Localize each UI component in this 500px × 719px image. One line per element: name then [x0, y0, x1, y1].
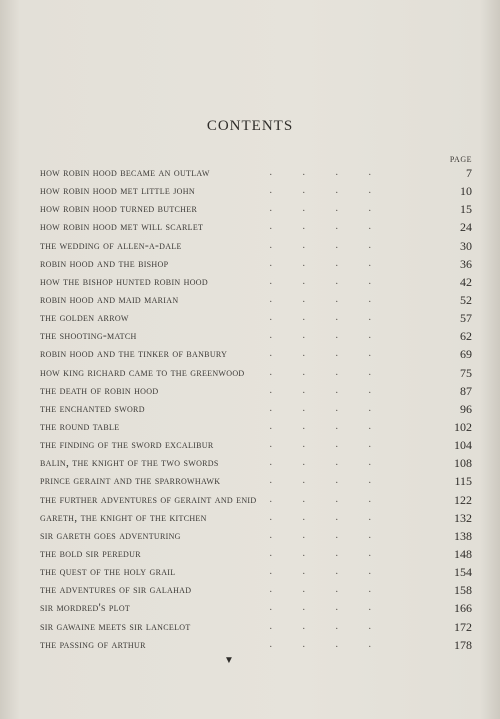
- dot-leader: . . . .: [269, 293, 385, 305]
- dot-leader: . . . .: [269, 439, 385, 451]
- toc-entry: [40, 343, 472, 361]
- dot-leader: . . . .: [269, 185, 385, 197]
- dot-leader: . . . .: [269, 547, 385, 559]
- toc-entry-title: robin hood and maid marian: [40, 293, 179, 306]
- dot-leader: . . . .: [269, 566, 385, 578]
- dot-leader: . . . .: [269, 402, 385, 414]
- toc-entry-title: the finding of the sword excalibur: [40, 439, 214, 452]
- dot-leader: . . . .: [269, 529, 385, 541]
- dot-leader: . . . .: [269, 493, 385, 505]
- dot-leader: . . . .: [269, 167, 385, 178]
- dot-leader: . . . .: [269, 312, 385, 324]
- toc-entry-title: the wedding of allen-a-dale: [40, 239, 182, 252]
- toc-entry-title: the death of robin hood: [40, 384, 159, 397]
- dot-leader: . . . .: [269, 475, 385, 487]
- toc-entry: [40, 416, 472, 434]
- toc-entry-title: how the bishop hunted robin hood: [40, 275, 208, 288]
- toc-entry-title: the bold sir peredur: [40, 547, 141, 560]
- toc-entry-page: 52: [460, 292, 472, 307]
- dot-leader: . . . .: [269, 602, 385, 614]
- signature-mark-icon: ▼: [224, 655, 234, 666]
- toc-entry-title: how robin hood met will scarlet: [40, 221, 204, 234]
- toc-entry: [40, 325, 472, 343]
- toc-entry: [40, 216, 472, 234]
- toc-entry: [40, 253, 472, 271]
- toc-entry: [40, 452, 472, 470]
- toc-entry: [40, 543, 472, 561]
- toc-entry: [40, 162, 472, 180]
- toc-entry-title: sir mordred's plot: [40, 602, 131, 615]
- toc-entry-title: robin hood and the tinker of banbury: [40, 348, 228, 361]
- toc-entry-title: the round table: [40, 420, 120, 433]
- toc-entry-page: 57: [460, 311, 472, 326]
- toc-entry: [40, 579, 472, 597]
- toc-entry: [40, 380, 472, 398]
- toc-entry: [40, 289, 472, 307]
- toc-entry-title: sir gareth goes adventuring: [40, 529, 181, 542]
- toc-entry: [40, 307, 472, 325]
- toc-entry-page: 166: [454, 601, 472, 616]
- toc-entry-page: 62: [460, 329, 472, 344]
- dot-leader: . . . .: [269, 584, 385, 596]
- toc-entry: [40, 362, 472, 380]
- toc-entry-page: 30: [460, 238, 472, 253]
- toc-entry: [40, 616, 472, 634]
- toc-entry: [40, 180, 472, 198]
- toc-entry-title: the golden arrow: [40, 312, 129, 325]
- toc-entry: [40, 561, 472, 579]
- dot-leader: . . . .: [269, 457, 385, 469]
- toc-entry: [40, 398, 472, 416]
- toc-entry-page: 104: [454, 438, 472, 453]
- toc-entry-title: balin, the knight of the two swords: [40, 457, 219, 470]
- toc-entry-title: how robin hood turned butcher: [40, 203, 198, 216]
- dot-leader: . . . .: [269, 620, 385, 632]
- toc-entry: [40, 434, 472, 452]
- contents-heading: CONTENTS: [206, 118, 294, 134]
- page-column-label: PAGE: [449, 155, 472, 164]
- toc-entry-page: 132: [454, 510, 472, 525]
- dot-leader: . . . .: [269, 638, 385, 650]
- toc-entry: [40, 470, 472, 488]
- toc-entry-page: 10: [460, 184, 472, 199]
- toc-entry-page: 138: [454, 528, 472, 543]
- toc-entry-page: 36: [460, 256, 472, 271]
- toc-entry-title: the passing of arthur: [40, 638, 146, 651]
- table-of-contents: [40, 162, 472, 652]
- toc-entry-page: 178: [454, 637, 472, 652]
- toc-entry-title: gareth, the knight of the kitchen: [40, 511, 207, 524]
- dot-leader: . . . .: [269, 511, 385, 523]
- dot-leader: . . . .: [269, 330, 385, 342]
- dot-leader: . . . .: [269, 239, 385, 251]
- toc-entry-page: 148: [454, 546, 472, 561]
- toc-entry-title: the further adventures of geraint and enid: [40, 493, 257, 506]
- toc-entry-page: 115: [454, 474, 472, 489]
- toc-entry-page: 15: [460, 202, 472, 217]
- toc-entry-title: the adventures of sir galahad: [40, 584, 192, 597]
- dot-leader: . . . .: [269, 366, 385, 378]
- toc-entry-page: 172: [454, 619, 472, 634]
- toc-entry-page: 69: [460, 347, 472, 362]
- toc-entry: [40, 634, 472, 652]
- toc-entry: [40, 198, 472, 216]
- toc-entry: [40, 525, 472, 543]
- toc-entry-page: 96: [460, 401, 472, 416]
- dot-leader: . . . .: [269, 384, 385, 396]
- toc-entry-page: 24: [460, 220, 472, 235]
- toc-entry: [40, 271, 472, 289]
- toc-entry-title: how robin hood met little john: [40, 185, 195, 198]
- toc-entry-title: how robin hood became an outlaw: [40, 167, 210, 179]
- toc-entry-page: 108: [454, 456, 472, 471]
- toc-entry: [40, 235, 472, 253]
- toc-entry-title: the quest of the holy grail: [40, 566, 176, 579]
- toc-entry: [40, 597, 472, 615]
- toc-entry-page: 122: [454, 492, 472, 507]
- toc-entry-title: sir gawaine meets sir lancelot: [40, 620, 191, 633]
- toc-entry-page: 102: [454, 419, 472, 434]
- dot-leader: . . . .: [269, 348, 385, 360]
- toc-entry: [40, 507, 472, 525]
- dot-leader: . . . .: [269, 221, 385, 233]
- toc-entry-title: how king richard came to the greenwood: [40, 366, 245, 379]
- dot-leader: . . . .: [269, 203, 385, 215]
- toc-entry: [40, 489, 472, 507]
- toc-entry-page: 87: [460, 383, 472, 398]
- toc-entry-page: 75: [460, 365, 472, 380]
- dot-leader: . . . .: [269, 275, 385, 287]
- toc-entry-title: prince geraint and the sparrowhawk: [40, 475, 221, 488]
- toc-entry-page: 42: [460, 274, 472, 289]
- toc-entry-title: the enchanted sword: [40, 402, 145, 415]
- toc-entry-page: 154: [454, 565, 472, 580]
- toc-entry-page: 7: [466, 166, 472, 180]
- dot-leader: . . . .: [269, 257, 385, 269]
- toc-entry-page: 158: [454, 583, 472, 598]
- dot-leader: . . . .: [269, 420, 385, 432]
- toc-entry-title: the shooting-match: [40, 330, 137, 343]
- toc-entry-title: robin hood and the bishop: [40, 257, 169, 270]
